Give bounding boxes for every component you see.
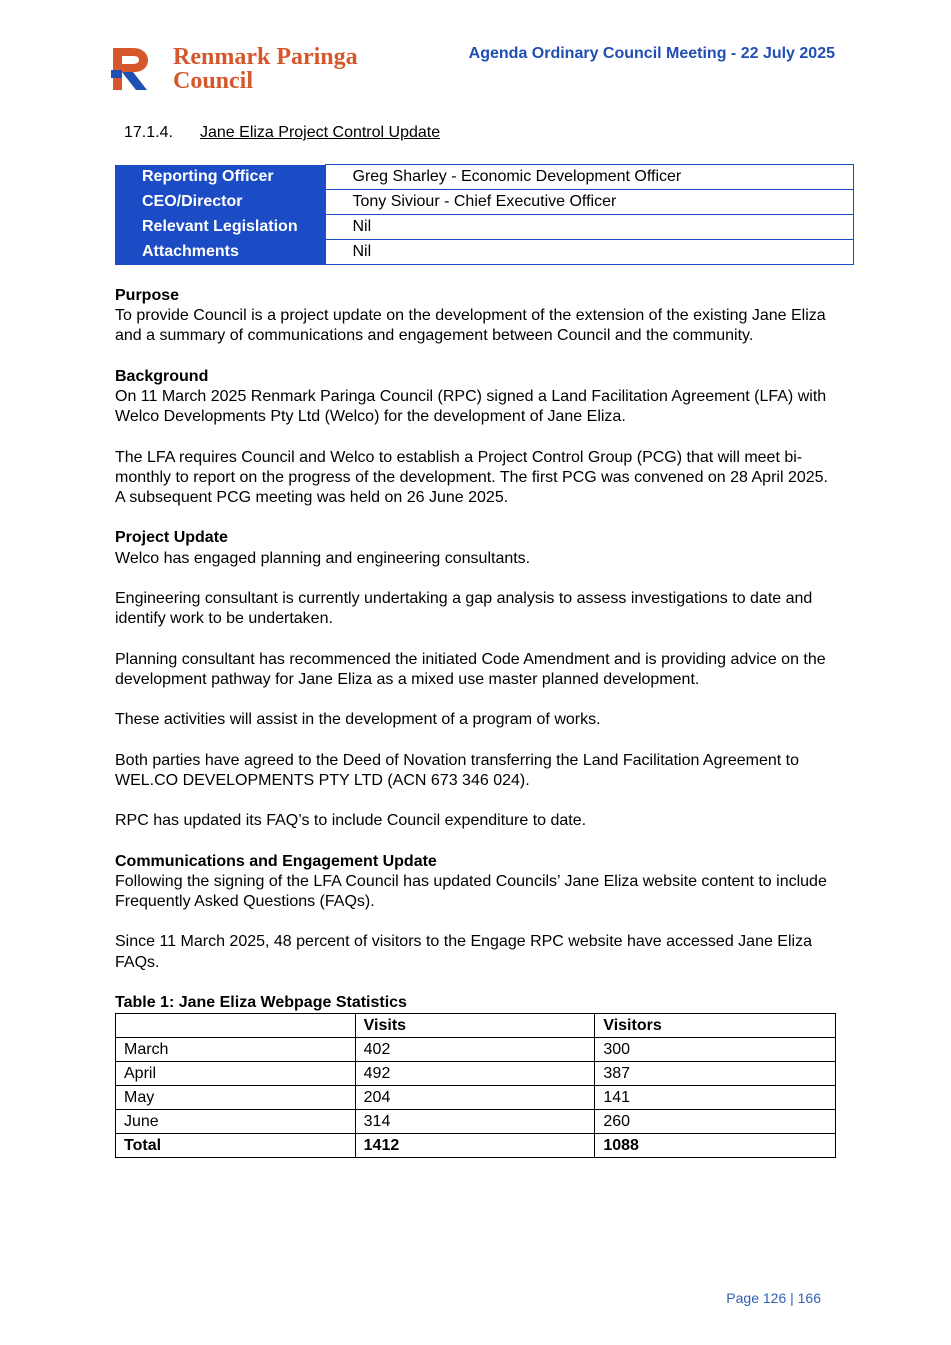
info-row (115, 190, 854, 215)
table-total-row (116, 1134, 836, 1158)
table-cell: June (116, 1110, 356, 1134)
table-cell: 492 (355, 1062, 595, 1086)
table-caption: Table 1: Jane Eliza Webpage Statistics (115, 993, 407, 1011)
project-update-paragraph: RPC has updated its FAQ’s to include Council expenditure to date. (115, 812, 587, 830)
info-label: Attachments (115, 240, 325, 265)
background-heading: Background (115, 367, 209, 385)
info-value: Tony Siviour - Chief Executive Officer (325, 190, 854, 215)
communications-heading: Communications and Engagement Update (115, 852, 437, 870)
project-update-paragraph: Planning consultant has recommenced the initiated Code Amendment and is providing advice on the development pathway for Jane Eliza as a mixed use master planned development. (115, 650, 826, 688)
background-paragraph: On 11 March 2025 Renmark Paringa Council (RPC) signed a Land Facilitation Agreement (LFA) with Welco Developments Pty Ltd (Welco) for the development of Jane Eliza. (115, 388, 827, 426)
background-paragraph: The LFA requires Council and Welco to establish a Project Control Group (PCG) that will meet bi-monthly to report on the progress of the development. The first PCG was convened on 28 April 2025. A subsequent PCG meeting was held on 26 June 2025. (115, 448, 828, 506)
table-cell: 1088 (595, 1134, 836, 1158)
logo-r-icon (111, 46, 151, 92)
meeting-title: Agenda Ordinary Council Meeting - 22 July 2025 (468, 45, 835, 62)
purpose-heading: Purpose (115, 287, 180, 304)
table-row (116, 1038, 836, 1062)
table-cell: Total (116, 1134, 356, 1158)
project-update-paragraph: These activities will assist in the development of a program of works. (115, 711, 601, 729)
info-label: Reporting Officer (115, 165, 325, 190)
column-header: Visitors (595, 1014, 836, 1038)
table-cell: April (116, 1062, 356, 1086)
table-cell: May (116, 1086, 356, 1110)
table-row (116, 1086, 836, 1110)
item-title: Jane Eliza Project Control Update (200, 124, 441, 141)
logo-line-2: Council (173, 68, 254, 94)
table-cell: 314 (355, 1110, 595, 1134)
column-header (116, 1014, 356, 1038)
logo-line-1: Renmark Paringa (173, 44, 358, 70)
table-cell: 1412 (355, 1134, 595, 1158)
communications-paragraph: Since 11 March 2025, 48 percent of visitors to the Engage RPC website have accessed Jane Eliza FAQs. (115, 933, 812, 971)
info-label: Relevant Legislation (115, 215, 325, 240)
page-number: Page 126 | 166 (726, 1290, 821, 1306)
webpage-statistics-table (115, 1013, 836, 1158)
project-update-heading: Project Update (115, 529, 228, 547)
table-cell: 260 (595, 1110, 836, 1134)
info-row (115, 240, 854, 265)
purpose-paragraph: To provide Council is a project update on the development of the extension of the existing Jane Eliza and a summary of communications and engagement between Council and the community. (115, 307, 826, 345)
info-value: Nil (325, 215, 854, 240)
info-label: CEO/Director (115, 190, 325, 215)
table-header-row (116, 1014, 836, 1038)
table-cell: 402 (355, 1038, 595, 1062)
info-value: Nil (325, 240, 854, 265)
table-row (116, 1062, 836, 1086)
communications-paragraph: Following the signing of the LFA Council has updated Councils’ Jane Eliza website content to include Frequently Asked Questions (FAQs). (115, 872, 827, 910)
info-row (115, 165, 854, 190)
table-cell: 141 (595, 1086, 836, 1110)
report-body (115, 286, 835, 1158)
info-value: Greg Sharley - Economic Development Officer (325, 165, 854, 190)
table-cell: March (116, 1038, 356, 1062)
table-cell: 300 (595, 1038, 836, 1062)
table-cell: 204 (355, 1086, 595, 1110)
project-update-paragraph: Welco has engaged planning and engineering consultants. (115, 549, 531, 567)
logo-wordmark (173, 45, 358, 93)
item-heading (124, 124, 440, 142)
report-info-table (115, 164, 854, 265)
table-row (116, 1110, 836, 1134)
project-update-paragraph: Engineering consultant is currently undertaking a gap analysis to assess investigations to date and identify work to be undertaken. (115, 589, 813, 628)
council-logo (111, 46, 371, 94)
column-header: Visits (355, 1014, 595, 1038)
item-number: 17.1.4. (124, 124, 173, 141)
info-row (115, 215, 854, 240)
table-cell: 387 (595, 1062, 836, 1086)
project-update-paragraph: Both parties have agreed to the Deed of Novation transferring the Land Facilitation Agreement to WEL.CO DEVELOPMENTS PTY LTD (ACN 673 346 024). (115, 751, 799, 789)
